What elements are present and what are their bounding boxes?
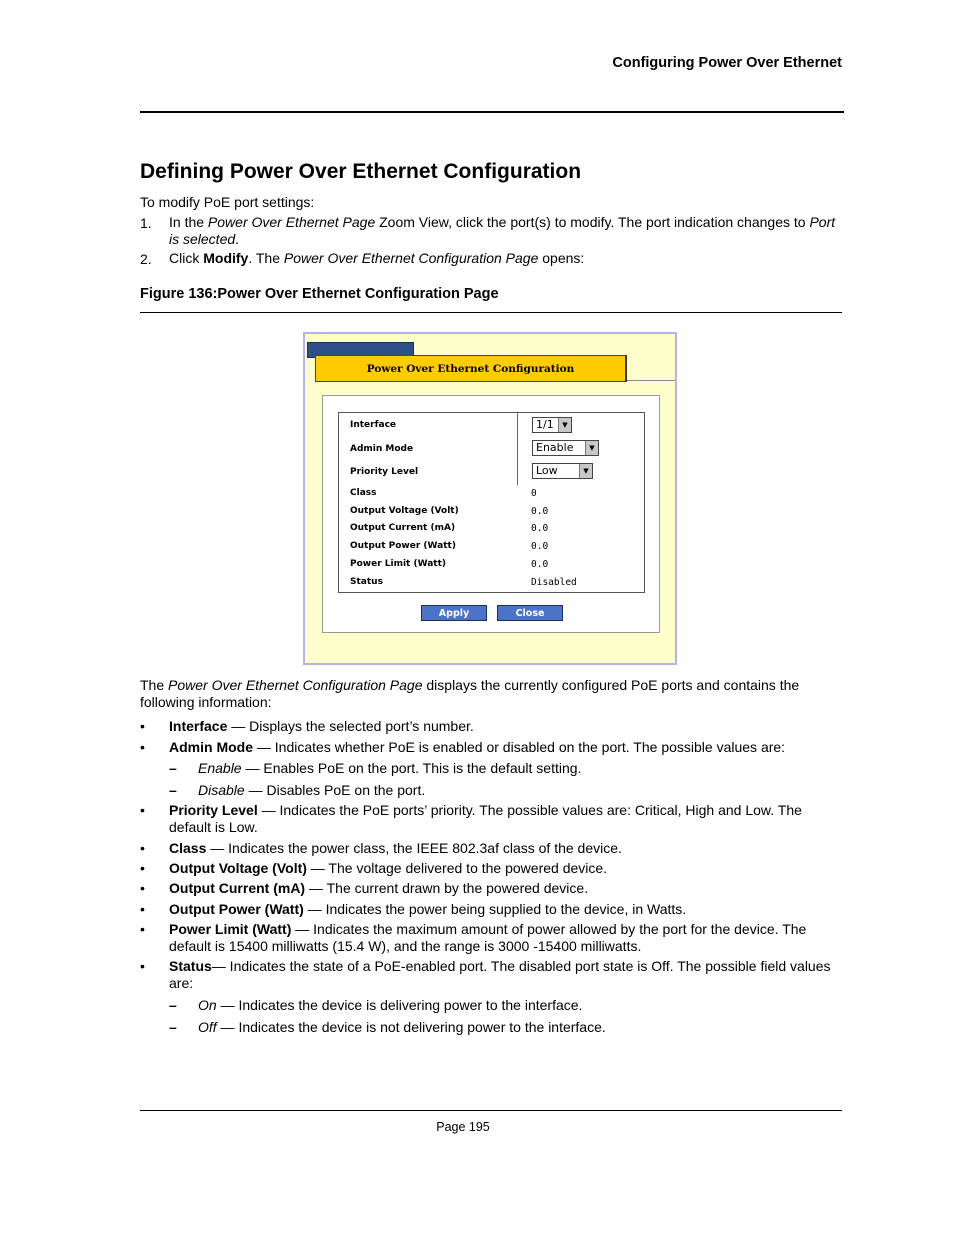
form-container	[322, 395, 660, 633]
intro-text: To modify PoE port settings:	[140, 194, 315, 210]
bullet-icon: •	[140, 921, 145, 937]
output-current-value: 0.0	[531, 523, 549, 534]
window-title: Power Over Ethernet Configuration	[315, 355, 627, 382]
admin-mode-label: Admin Mode	[350, 444, 414, 454]
bullet-item: Output Power (Watt) — Indicates the power being supplied to the device, in Watts.	[169, 901, 687, 917]
class-value: 0	[531, 488, 537, 499]
bullet-icon: •	[140, 958, 145, 974]
sub-item: Enable — Enables PoE on the port. This is the default setting.	[198, 760, 582, 776]
bullet-item: Admin Mode — Indicates whether PoE is enabled or disabled on the port. The possible values are:	[169, 739, 786, 755]
dash-icon: –	[169, 1019, 177, 1035]
description-intro: The Power Over Ethernet Configuration Page displays the currently configured PoE ports and contains the following information:	[140, 677, 800, 710]
close-button[interactable]: Close	[497, 605, 563, 621]
page-number: Page 195	[436, 1120, 490, 1134]
step-number: 1.	[140, 215, 152, 231]
interface-select[interactable]	[532, 417, 572, 433]
step-text: In the Power Over Ethernet Page Zoom View, click the port(s) to modify. The port indication changes to Port is selected.	[169, 214, 836, 247]
bullet-icon: •	[140, 718, 145, 734]
bullet-item: Output Voltage (Volt) — The voltage delivered to the powered device.	[169, 860, 608, 876]
header-rule	[140, 111, 844, 113]
title-divider	[627, 380, 675, 381]
bullet-icon: •	[140, 802, 145, 818]
status-label: Status	[350, 577, 383, 587]
power-limit-value: 0.0	[531, 559, 549, 570]
bullet-item: Power Limit (Watt) — Indicates the maximum amount of power allowed by the port for the device. The default is 15400 milliwatts (15.4 W), and the range is 3000 -15400 milliwatts.	[169, 921, 807, 954]
priority-level-label: Priority Level	[350, 467, 419, 477]
footer-rule	[140, 1110, 842, 1111]
column-divider	[517, 413, 518, 485]
class-label: Class	[350, 488, 377, 498]
fields-box	[338, 412, 645, 593]
output-power-label: Output Power (Watt)	[350, 541, 456, 551]
bullet-icon: •	[140, 840, 145, 856]
dash-icon: –	[169, 997, 177, 1013]
step-number: 2.	[140, 251, 152, 267]
chevron-down-icon: ▼	[585, 441, 598, 455]
bullet-item: Output Current (mA) — The current drawn by the powered device.	[169, 880, 589, 896]
bullet-item: Class — Indicates the power class, the IEEE 802.3af class of the device.	[169, 840, 622, 856]
bullet-icon: •	[140, 739, 145, 755]
interface-value: 1/1	[536, 418, 554, 431]
bullet-icon: •	[140, 901, 145, 917]
output-voltage-value: 0.0	[531, 506, 549, 517]
poe-config-window	[303, 332, 677, 665]
output-power-value: 0.0	[531, 541, 549, 552]
sub-item: Disable — Disables PoE on the port.	[198, 782, 426, 798]
apply-button[interactable]: Apply	[421, 605, 487, 621]
admin-mode-select[interactable]	[532, 440, 599, 456]
priority-level-select[interactable]	[532, 463, 593, 479]
interface-label: Interface	[350, 420, 397, 430]
figure-rule	[140, 312, 842, 313]
running-header: Configuring Power Over Ethernet	[612, 55, 842, 71]
bullet-item: Status— Indicates the state of a PoE-enabled port. The disabled port state is Off. The possible field values are:	[169, 958, 831, 991]
sub-item: Off — Indicates the device is not delivering power to the interface.	[198, 1019, 606, 1035]
chevron-down-icon: ▼	[558, 418, 571, 432]
dash-icon: –	[169, 782, 177, 798]
figure-caption: Figure 136:Power Over Ethernet Configuration Page	[140, 286, 499, 302]
step-text: Click Modify. The Power Over Ethernet Configuration Page opens:	[169, 250, 585, 266]
admin-mode-value: Enable	[536, 441, 574, 454]
output-voltage-label: Output Voltage (Volt)	[350, 506, 459, 516]
section-title: Defining Power Over Ethernet Configuration	[140, 160, 582, 183]
dash-icon: –	[169, 760, 177, 776]
chevron-down-icon: ▼	[579, 464, 592, 478]
bullet-item: Priority Level — Indicates the PoE ports’ priority. The possible values are: Critical, High and Low. The default is Low.	[169, 802, 802, 835]
bullet-item: Interface — Displays the selected port’s number.	[169, 718, 474, 734]
bullet-icon: •	[140, 880, 145, 896]
output-current-label: Output Current (mA)	[350, 523, 456, 533]
power-limit-label: Power Limit (Watt)	[350, 559, 446, 569]
priority-level-value: Low	[536, 464, 558, 477]
bullet-icon: •	[140, 860, 145, 876]
status-value: Disabled	[531, 577, 577, 588]
sub-item: On — Indicates the device is delivering power to the interface.	[198, 997, 583, 1013]
